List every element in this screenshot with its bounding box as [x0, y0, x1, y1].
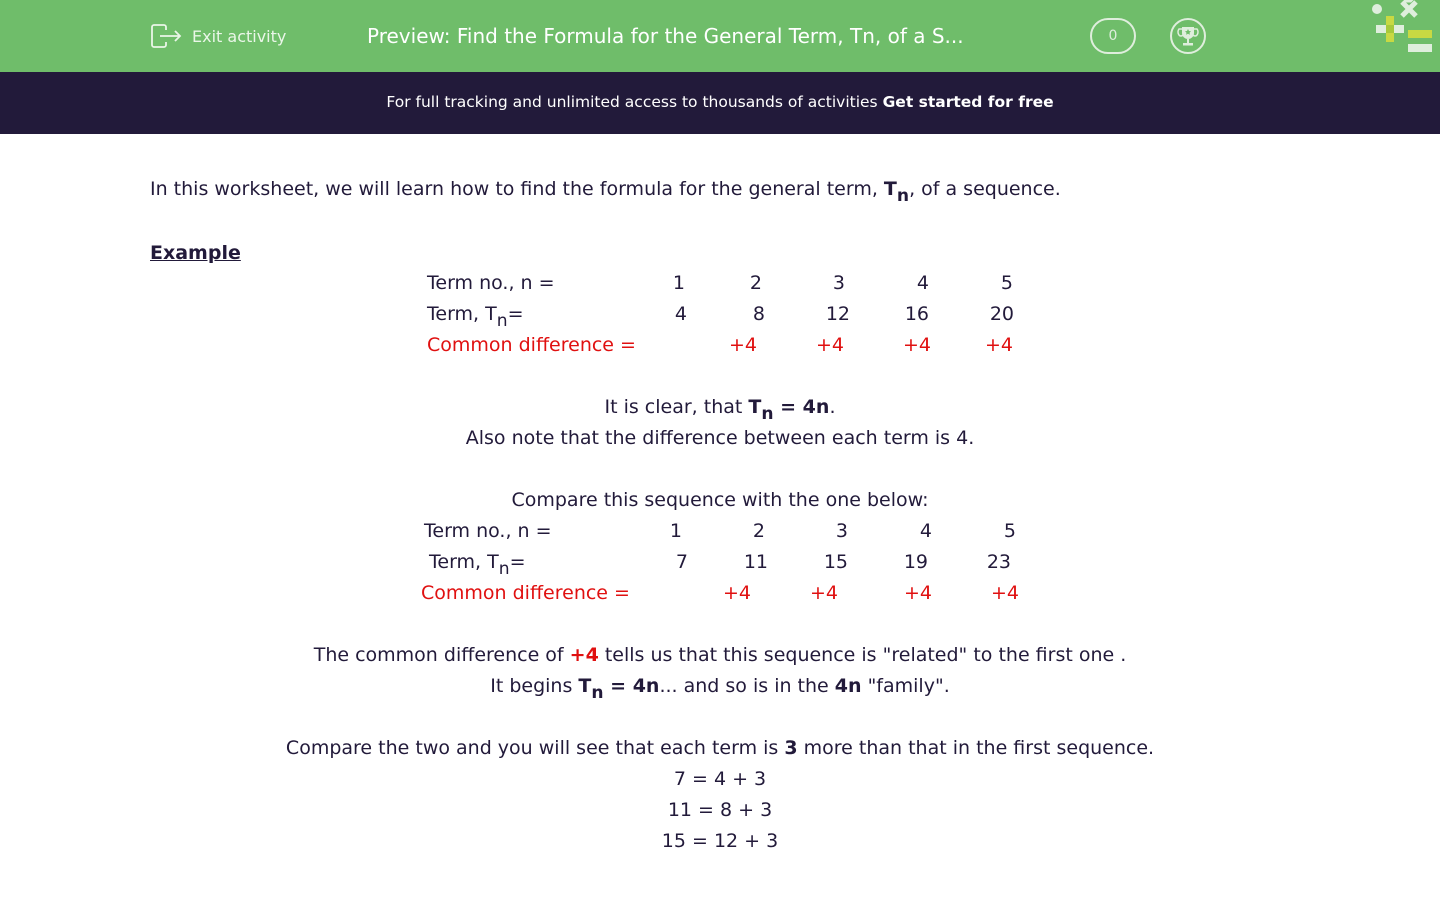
equation-line: 15 = 12 + 3 [661, 830, 779, 852]
t-value: 19 [903, 551, 928, 573]
banner-text: For full tracking and unlimited access to thousands of activities [386, 93, 883, 111]
diff-value: +4 [722, 582, 751, 604]
intro-sub-n: n [896, 185, 910, 206]
n-value: 3 [835, 520, 848, 542]
upgrade-banner [0, 72, 1440, 134]
term-value-label: Term, $T_n=$ [427, 303, 524, 331]
intro-T: T [883, 178, 897, 200]
brand-logo-icon [1368, 0, 1440, 56]
exit-icon [150, 23, 182, 49]
term-number-label: Term no., n = [427, 272, 555, 294]
get-started-link[interactable]: Get started for free [882, 93, 1054, 111]
diff-value: +4 [815, 334, 844, 356]
clear-statement: It is clear, that $T_n = 4n$. [604, 396, 836, 424]
n-value: 3 [832, 272, 845, 294]
t-value: 11 [743, 551, 768, 573]
n-value: 2 [752, 520, 765, 542]
worksheet-content [0, 134, 1440, 900]
exit-activity-label: Exit activity [192, 26, 287, 46]
n-value: 1 [672, 272, 685, 294]
t-value: 4 [674, 303, 687, 325]
diff-value: +4 [728, 334, 757, 356]
t-value: 8 [752, 303, 765, 325]
common-difference-label: Common difference = [421, 582, 630, 604]
related-statement: The common difference of +4 tells us that this sequence is "related" to the first one . [313, 644, 1127, 666]
n-value: 4 [916, 272, 929, 294]
term-number-label: Term no., n = [424, 520, 552, 542]
equation-line: 7 = 4 + 3 [673, 768, 767, 790]
t-value: 7 [675, 551, 688, 573]
t-value: 23 [986, 551, 1011, 573]
t-value: 12 [825, 303, 850, 325]
t-value: 16 [904, 303, 929, 325]
compare-two-statement: Compare the two and you will see that each term is 3 more than that in the first sequence. [285, 737, 1155, 759]
n-value: 5 [1000, 272, 1013, 294]
diff-value: +4 [990, 582, 1019, 604]
term-value-label: Term, $T_n=$ [429, 551, 526, 579]
t-value: 20 [989, 303, 1014, 325]
diff-value: +4 [809, 582, 838, 604]
n-value: 5 [1003, 520, 1016, 542]
score-badge: 0 [1090, 18, 1136, 54]
diff-value: +4 [902, 334, 931, 356]
n-value: 1 [669, 520, 682, 542]
trophy-icon [1177, 25, 1199, 47]
diff-value: +4 [984, 334, 1013, 356]
intro-term [883, 178, 910, 206]
activity-title: Preview: Find the Formula for the General Term, Tn, of a S... [367, 24, 964, 48]
top-bar [0, 0, 1440, 72]
family-statement: It begins $T_n = 4n$... and so is in the 4n "family". [490, 675, 950, 703]
intro-after: , of a sequence. [909, 178, 1061, 200]
example-heading: Example [150, 242, 241, 264]
common-difference-label: Common difference = [427, 334, 636, 356]
compare-text: Compare this sequence with the one below: [511, 489, 929, 511]
intro-before: In this worksheet, we will learn how to find the formula for the general term, [150, 178, 884, 200]
t-value: 15 [823, 551, 848, 573]
equation-line: 11 = 8 + 3 [667, 799, 773, 821]
trophy-button[interactable] [1170, 18, 1206, 54]
n-value: 4 [919, 520, 932, 542]
diff-value: +4 [903, 582, 932, 604]
intro-text [150, 178, 1061, 206]
exit-activity-button[interactable] [150, 22, 286, 50]
n-value: 2 [749, 272, 762, 294]
difference-note: Also note that the difference between each term is 4. [465, 427, 975, 449]
